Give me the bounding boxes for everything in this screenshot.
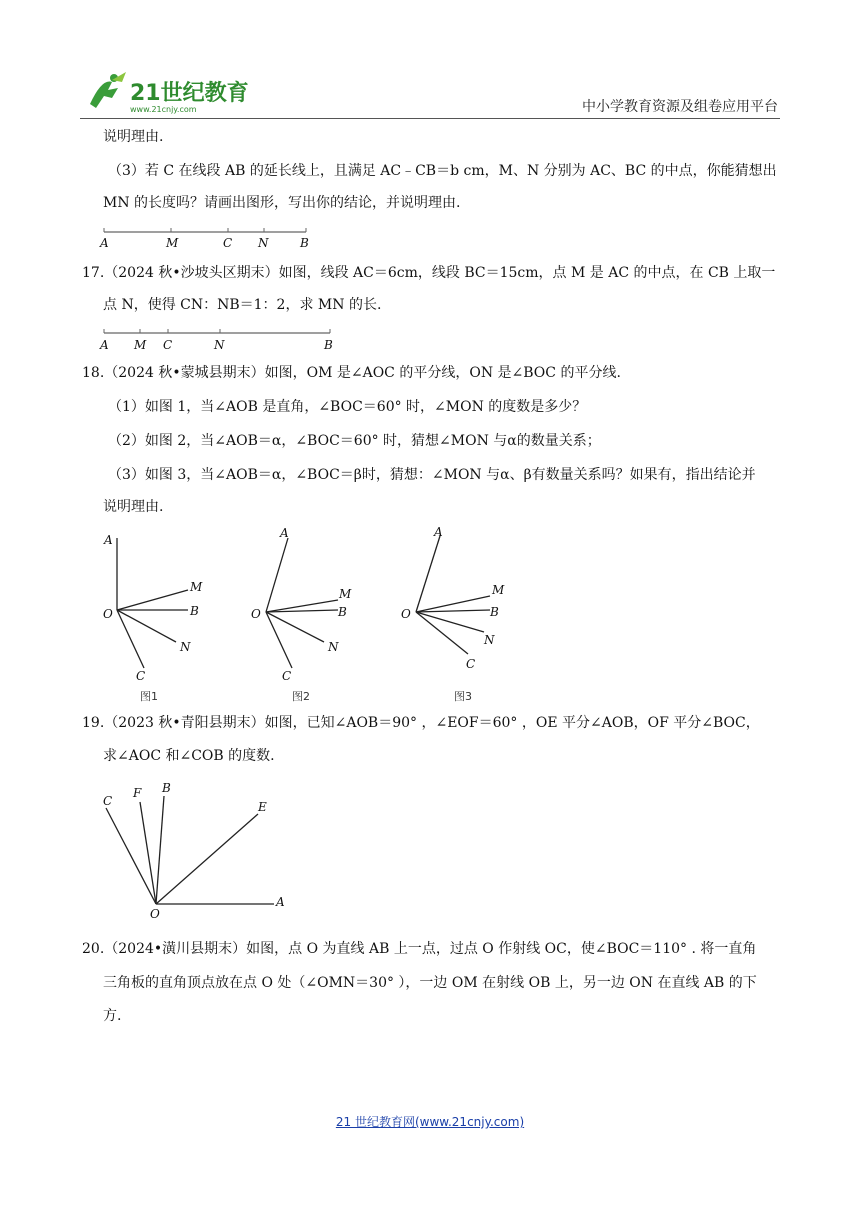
- q16-label-c: C: [223, 236, 233, 250]
- fig2-label-c: C: [282, 669, 292, 683]
- header-platform-text: 中小学教育资源及组卷应用平台: [582, 99, 778, 115]
- q20-line3: 方.: [103, 1008, 122, 1024]
- q17-line2: 点 N，使得 CN：NB＝1：2，求 MN 的长.: [103, 297, 382, 313]
- fig3-label-a: A: [434, 525, 443, 539]
- q18-sub3b: 说明理由.: [103, 499, 164, 515]
- fig1-label-n: N: [180, 640, 191, 654]
- q18-line1: 18.（2024 秋•蒙城县期末）如图，OM 是∠AOC 的平分线，ON 是∠BOC 的平分线.: [82, 365, 621, 381]
- q19-angle-figure: [98, 778, 298, 920]
- q16-segment-figure: [98, 222, 318, 252]
- fig3-label-c: C: [466, 657, 476, 671]
- q17-segment-figure: [98, 325, 338, 355]
- fig3-caption: 图3: [454, 690, 472, 703]
- fig1-label-a: A: [104, 533, 113, 547]
- q19-label-f: F: [133, 786, 142, 800]
- fig3-label-m: M: [492, 583, 505, 597]
- q19-label-b: B: [162, 781, 171, 795]
- fig2-label-n: N: [328, 640, 339, 654]
- q16-line0: 说明理由.: [103, 129, 164, 145]
- q19-label-e: E: [258, 800, 267, 814]
- q20-line2: 三角板的直角顶点放在点 O 处（∠OMN＝30° ），一边 OM 在射线 OB 上，另一边 ON 在直线 AB 的下: [103, 975, 757, 991]
- logo-subtext: www.21cnjy.com: [130, 105, 197, 114]
- fig1-label-o: O: [103, 607, 113, 621]
- q17-label-c: C: [163, 338, 173, 352]
- q19-label-c: C: [103, 794, 113, 808]
- fig1-caption: 图1: [140, 690, 158, 703]
- fig2-caption: 图2: [292, 690, 310, 703]
- fig1-label-c: C: [136, 669, 146, 683]
- fig1-label-b: B: [190, 604, 199, 618]
- q16-line2: MN 的长度吗？请画出图形，写出你的结论，并说明理由.: [103, 195, 461, 211]
- fig1-label-m: M: [190, 580, 203, 594]
- q17-line1: 17.（2024 秋•沙坡头区期末）如图，线段 AC＝6cm，线段 BC＝15cm，点 M 是 AC 的中点，在 CB 上取一: [82, 265, 776, 281]
- q16-line1: （3）若 C 在线段 AB 的延长线上，且满足 AC﹣CB＝b cm，M、N 分别为 AC、BC 的中点，你能猜想出: [108, 163, 777, 179]
- footer: [0, 1113, 860, 1130]
- q18-sub1: （1）如图 1，当∠AOB 是直角，∠BOC＝60° 时，∠MON 的度数是多少？: [108, 399, 587, 415]
- fig2-label-b: B: [338, 605, 347, 619]
- q19-label-a: A: [276, 895, 285, 909]
- q17-label-b: B: [324, 338, 333, 352]
- q16-label-n: N: [258, 236, 269, 250]
- footer-link[interactable]: 21 世纪教育网(www.21cnjy.com): [335, 1115, 525, 1129]
- q18-sub2: （2）如图 2，当∠AOB＝α，∠BOC＝60° 时，猜想∠MON 与α的数量关系；: [108, 433, 601, 449]
- fig2-label-m: M: [339, 587, 352, 601]
- logo-text: 21世纪教育: [130, 81, 249, 106]
- q17-label-a: A: [100, 338, 109, 352]
- q18-sub3: （3）如图 3，当∠AOB＝α，∠BOC＝β时，猜想：∠MON 与α、β有数量关系吗？如果有，指出结论并: [108, 467, 756, 483]
- q16-label-m: M: [166, 236, 179, 250]
- q17-label-n: N: [214, 338, 225, 352]
- q19-line1: 19.（2023 秋•青阳县期末）如图，已知∠AOB＝90° ，∠EOF＝60° ，OE 平分∠AOB，OF 平分∠BOC，: [82, 715, 760, 731]
- q19-line2: 求∠AOC 和∠COB 的度数.: [103, 748, 275, 764]
- q16-label-a: A: [100, 236, 109, 250]
- q20-line1: 20.（2024•潢川县期末）如图，点 O 为直线 AB 上一点，过点 O 作射线 OC，使∠BOC＝110° . 将一直角: [82, 941, 757, 957]
- q17-label-m: M: [134, 338, 147, 352]
- fig3-label-o: O: [401, 607, 411, 621]
- q16-label-b: B: [300, 236, 309, 250]
- fig3-label-n: N: [484, 633, 495, 647]
- fig2-label-a: A: [280, 526, 289, 540]
- q18-figure-3: [398, 520, 518, 706]
- fig2-label-o: O: [251, 607, 261, 621]
- q18-figure-2: [246, 520, 366, 706]
- header-divider: [80, 118, 780, 119]
- q18-figure-1: [100, 528, 210, 706]
- fig3-label-b: B: [490, 605, 499, 619]
- site-logo: [82, 68, 252, 118]
- q19-label-o: O: [150, 907, 160, 920]
